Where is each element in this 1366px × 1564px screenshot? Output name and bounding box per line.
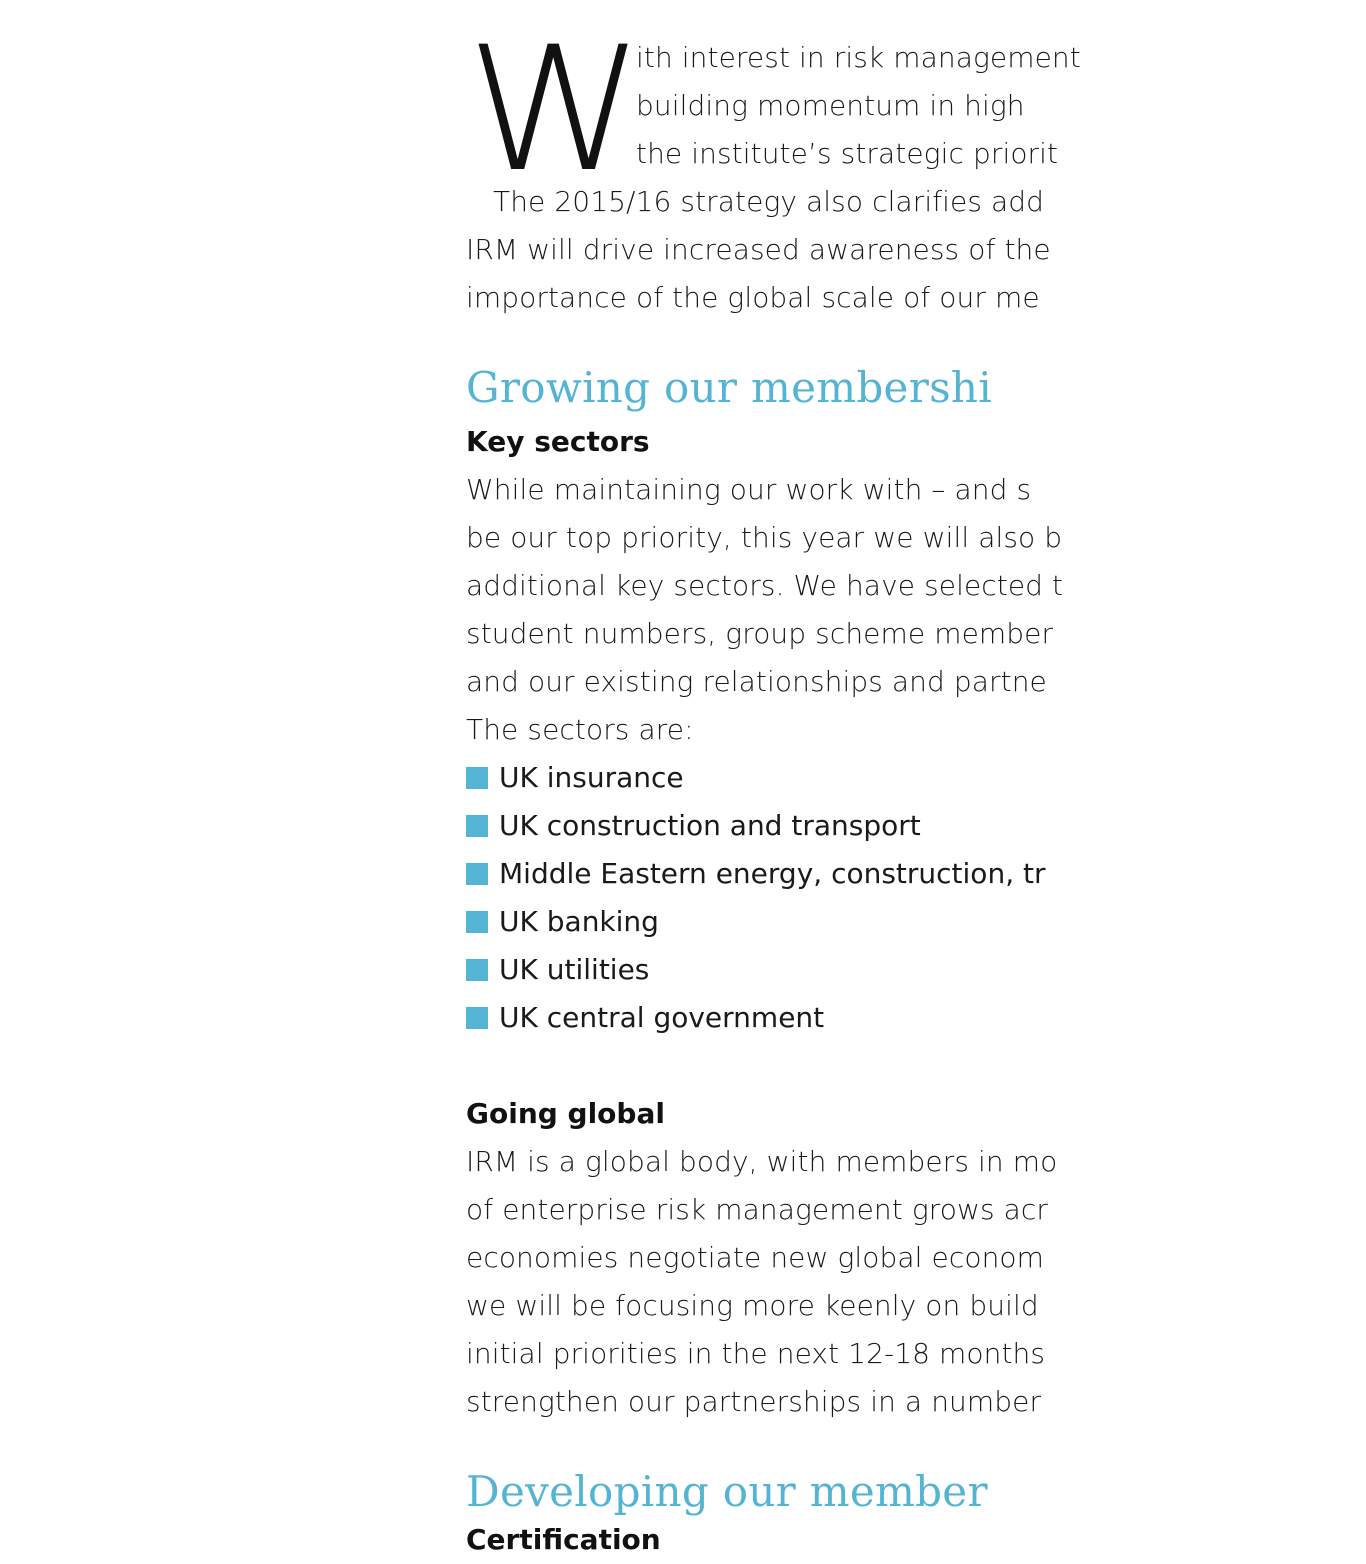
key-sectors-line-1: While maintaining our work with – and s xyxy=(466,473,1032,506)
bullet-text: Middle Eastern energy, construction, tr xyxy=(499,857,1046,890)
going-global-line-2: of enterprise risk management grows acr xyxy=(466,1193,1049,1226)
key-sectors-line-5: and our existing relationships and partne xyxy=(466,665,1047,698)
subheading-certification: Certification xyxy=(466,1523,661,1556)
bullet-square-icon xyxy=(466,815,488,837)
intro-line-5: IRM will drive increased awareness of the xyxy=(466,233,1051,266)
key-sectors-line-4: student numbers, group scheme member xyxy=(466,617,1054,650)
going-global-line-4: we will be focusing more keenly on build xyxy=(466,1289,1039,1322)
bullet-text: UK construction and transport xyxy=(499,809,921,842)
going-global-line-6: strengthen our partnerships in a number xyxy=(466,1385,1042,1418)
bullet-text: UK banking xyxy=(499,905,659,938)
section-heading-membership: Growing our membershi xyxy=(466,363,993,412)
article-column xyxy=(466,0,1366,1556)
bullet-square-icon xyxy=(466,863,488,885)
going-global-line-1: IRM is a global body, with members in mo xyxy=(466,1145,1058,1178)
subheading-key-sectors: Key sectors xyxy=(466,425,650,458)
intro-line-3: the institute’s strategic priorit xyxy=(636,137,1059,170)
subheading-going-global: Going global xyxy=(466,1097,665,1130)
key-sectors-line-6: The sectors are: xyxy=(466,713,694,746)
key-sectors-line-2: be our top priority, this year we will also b xyxy=(466,521,1063,554)
list-item xyxy=(466,994,824,1042)
intro-line-1: ith interest in risk management xyxy=(636,41,1081,74)
list-item xyxy=(466,850,1045,898)
going-global-line-5: initial priorities in the next 12-18 months xyxy=(466,1337,1046,1370)
bullet-square-icon xyxy=(466,767,488,789)
list-item xyxy=(466,946,649,994)
intro-line-6: importance of the global scale of our me xyxy=(466,281,1040,314)
list-item xyxy=(466,898,659,946)
intro-line-2: building momentum in high xyxy=(636,89,1025,122)
bullet-square-icon xyxy=(466,911,488,933)
bullet-text: UK insurance xyxy=(499,761,684,794)
key-sectors-line-3: additional key sectors. We have selected t xyxy=(466,569,1064,602)
list-item xyxy=(466,754,684,802)
list-item xyxy=(466,802,921,850)
going-global-line-3: economies negotiate new global econom xyxy=(466,1241,1045,1274)
drop-cap: W xyxy=(466,9,639,210)
intro-line-4: The 2015/16 strategy also clarifies add xyxy=(466,185,1045,218)
bullet-square-icon xyxy=(466,959,488,981)
section-heading-developing: Developing our member xyxy=(466,1467,988,1516)
bullet-square-icon xyxy=(466,1007,488,1029)
bullet-text: UK central government xyxy=(499,1001,825,1034)
bullet-text: UK utilities xyxy=(499,953,650,986)
